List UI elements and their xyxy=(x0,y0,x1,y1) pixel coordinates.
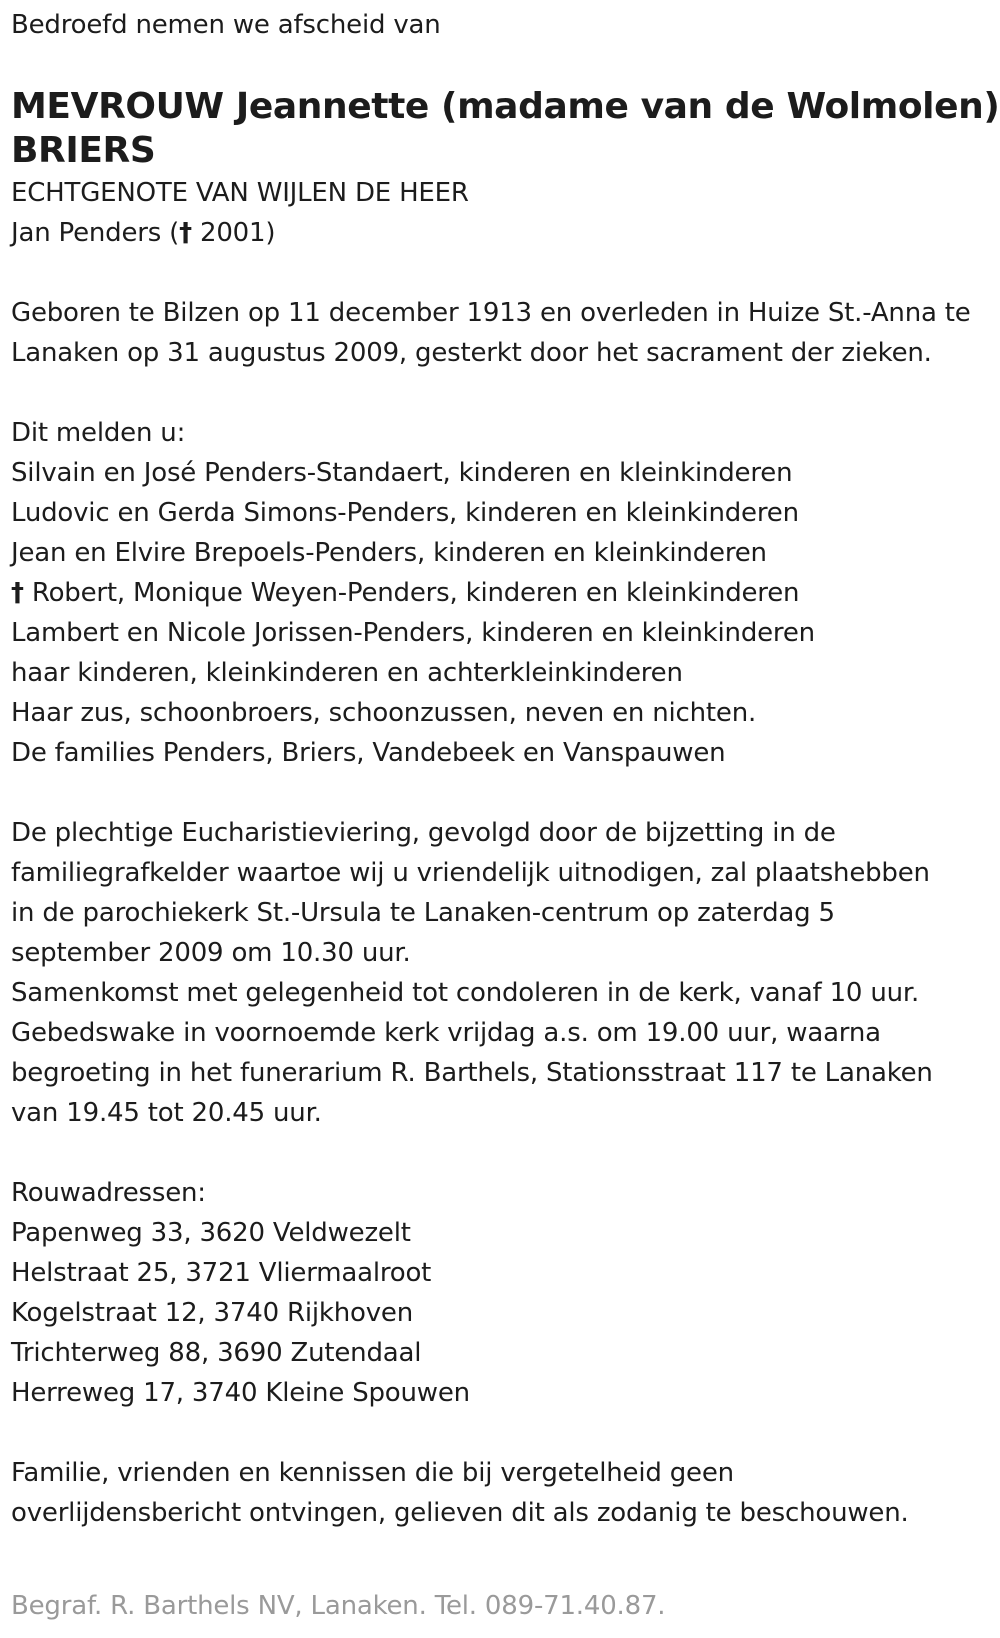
intro-text: Bedroefd nemen we afscheid van xyxy=(11,10,441,40)
deceased-name-line-1: MEVROUW Jeannette (madame van de Wolmolen) xyxy=(11,86,1000,127)
announcer-item xyxy=(11,573,986,613)
paragraph-line: in de parochiekerk St.-Ursula te Lanaken-centrum op zaterdag 5 xyxy=(11,898,835,928)
spouse-name-before: Jan Penders ( xyxy=(11,218,180,248)
paragraph-line: begroeting in het funerarium R. Barthels, Stationsstraat 117 te Lanaken xyxy=(11,1058,933,1088)
announcers-heading: Dit melden u: xyxy=(11,418,186,448)
paragraph-line: september 2009 om 10.30 uur. xyxy=(11,938,411,968)
ceremony-paragraph xyxy=(11,813,986,1133)
addresses-list xyxy=(11,1173,986,1413)
announcer-item-text: Robert, Monique Weyen-Penders, kinderen en kleinkinderen xyxy=(23,578,800,608)
paragraph-line: familiegrafkelder waartoe wij u vriendelijk uitnodigen, zal plaatshebben xyxy=(11,858,930,888)
announcer-item: haar kinderen, kleinkinderen en achterkleinkinderen xyxy=(11,658,683,688)
cross-icon: † xyxy=(11,578,24,608)
announcer-item: De families Penders, Briers, Vandebeek en Vanspauwen xyxy=(11,738,726,768)
paragraph-line: Familie, vrienden en kennissen die bij vergetelheid geen xyxy=(11,1458,734,1488)
deceased-name-line-2: BRIERS xyxy=(11,130,156,171)
cross-icon: † xyxy=(179,218,192,248)
announcer-item: Silvain en José Penders-Standaert, kinderen en kleinkinderen xyxy=(11,458,793,488)
death-notice xyxy=(11,0,1000,1533)
announcer-item: Lambert en Nicole Jorissen-Penders, kinderen en kleinkinderen xyxy=(11,618,815,648)
address-item: Trichterweg 88, 3690 Zutendaal xyxy=(11,1338,422,1368)
announcer-item: Haar zus, schoonbroers, schoonzussen, neven en nichten. xyxy=(11,698,757,728)
spouse-name xyxy=(11,213,986,253)
deceased-name xyxy=(11,85,1000,173)
closing-paragraph xyxy=(11,1453,986,1533)
paragraph-line: Samenkomst met gelegenheid tot condoleren in de kerk, vanaf 10 uur. xyxy=(11,978,920,1008)
spouse-name-after: 2001) xyxy=(191,218,276,248)
paragraph-line: Gebedswake in voornoemde kerk vrijdag a.s. om 19.00 uur, waarna xyxy=(11,1018,881,1048)
spouse-label: ECHTGENOTE VAN WIJLEN DE HEER xyxy=(11,178,469,208)
paragraph-line: De plechtige Eucharistieviering, gevolgd door de bijzetting in de xyxy=(11,818,836,848)
address-item: Herreweg 17, 3740 Kleine Spouwen xyxy=(11,1378,470,1408)
addresses-heading: Rouwadressen: xyxy=(11,1178,206,1208)
address-item: Kogelstraat 12, 3740 Rijkhoven xyxy=(11,1298,414,1328)
paragraph-line: van 19.45 tot 20.45 uur. xyxy=(11,1098,322,1128)
paragraph-line: Geboren te Bilzen op 11 december 1913 en overleden in Huize St.-Anna te xyxy=(11,298,971,328)
announcers-list xyxy=(11,413,986,773)
birth-death-paragraph xyxy=(11,293,986,373)
funeral-home-footer: Begraf. R. Barthels NV, Lanaken. Tel. 089-71.40.87. xyxy=(11,1591,666,1621)
announcer-item: Ludovic en Gerda Simons-Penders, kinderen en kleinkinderen xyxy=(11,498,799,528)
paragraph-line: Lanaken op 31 augustus 2009, gesterkt door het sacrament der zieken. xyxy=(11,338,932,368)
paragraph-line: overlijdensbericht ontvingen, gelieven dit als zodanig te beschouwen. xyxy=(11,1498,909,1528)
address-item: Helstraat 25, 3721 Vliermaalroot xyxy=(11,1258,432,1288)
address-item: Papenweg 33, 3620 Veldwezelt xyxy=(11,1218,411,1248)
announcer-item: Jean en Elvire Brepoels-Penders, kinderen en kleinkinderen xyxy=(11,538,767,568)
